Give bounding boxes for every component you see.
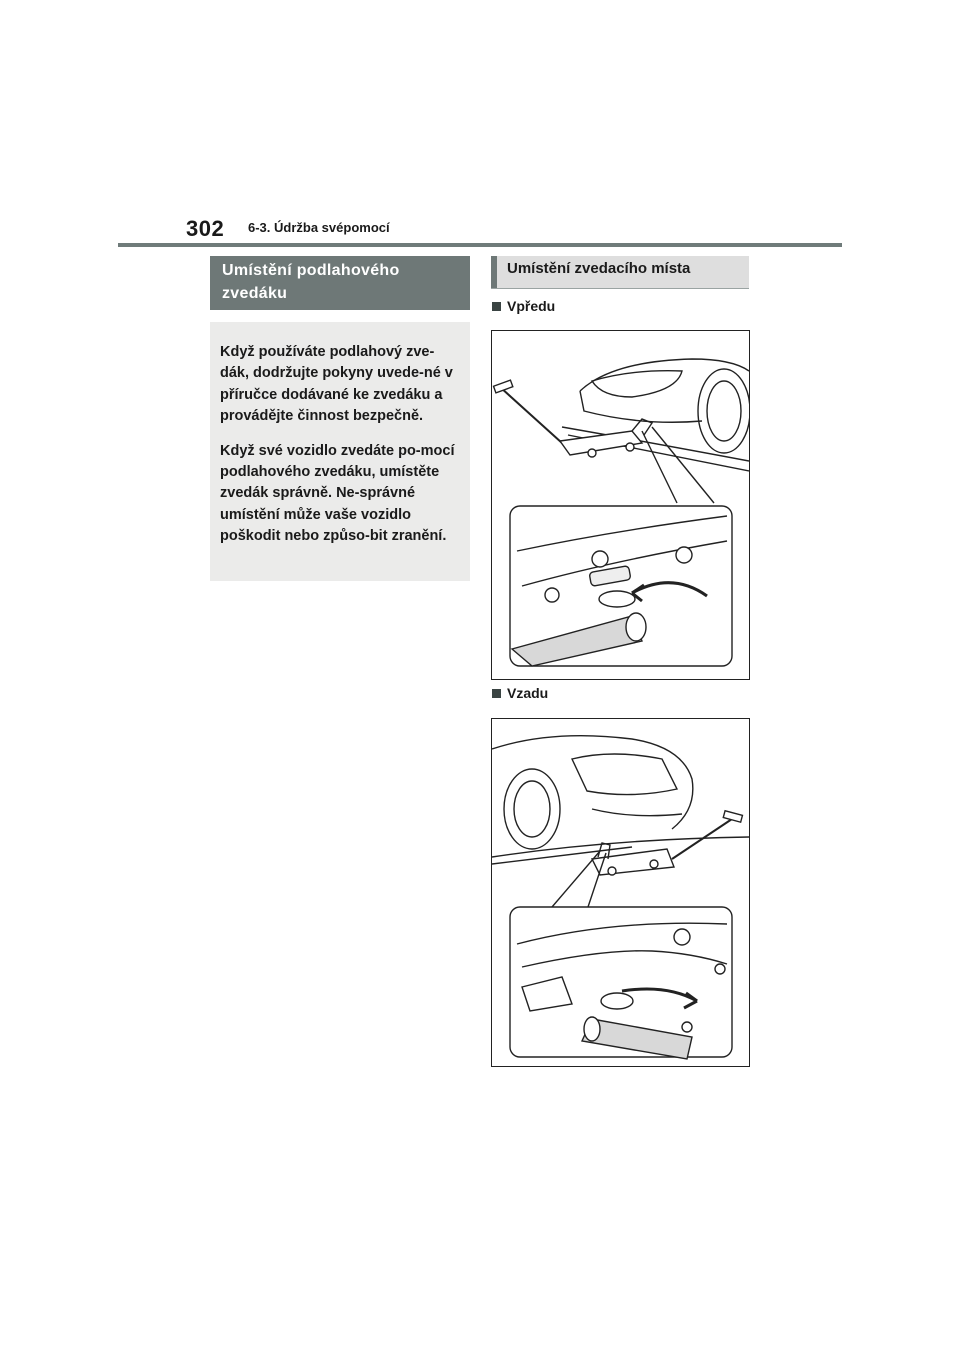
square-bullet-icon <box>492 302 501 311</box>
right-heading-rule <box>491 288 749 289</box>
front-jack-point-illustration <box>491 330 750 680</box>
front-illustration-svg <box>492 331 749 679</box>
rear-subheading <box>492 685 548 701</box>
header-divider <box>118 243 842 247</box>
info-paragraph-1: Když používáte podlahový zve-dák, dodržujte pokyny uvede-né v příručce dodávané ke zvedáku a provádějte činnost bezpečně. <box>220 344 453 425</box>
rear-illustration-svg <box>492 719 749 1066</box>
square-bullet-icon <box>492 689 501 698</box>
right-section-heading: Umístění zvedacího místa <box>491 256 749 288</box>
info-box <box>210 322 470 581</box>
section-title: 6-3. Údržba svépomocí <box>248 220 390 235</box>
left-section-heading: Umístění podlahového zvedáku <box>210 256 470 310</box>
rear-jack-point-illustration <box>491 718 750 1067</box>
front-subheading <box>492 298 555 314</box>
page-number: 302 <box>186 216 225 241</box>
info-paragraph-2: Když své vozidlo zvedáte po-mocí podlahového zvedáku, umístěte zvedák správně. Ne-správné umístění může vaše vozidlo poškodit nebo způso-bit zranění. <box>220 442 455 545</box>
front-label: Vpředu <box>507 298 556 314</box>
rear-label: Vzadu <box>507 685 549 701</box>
